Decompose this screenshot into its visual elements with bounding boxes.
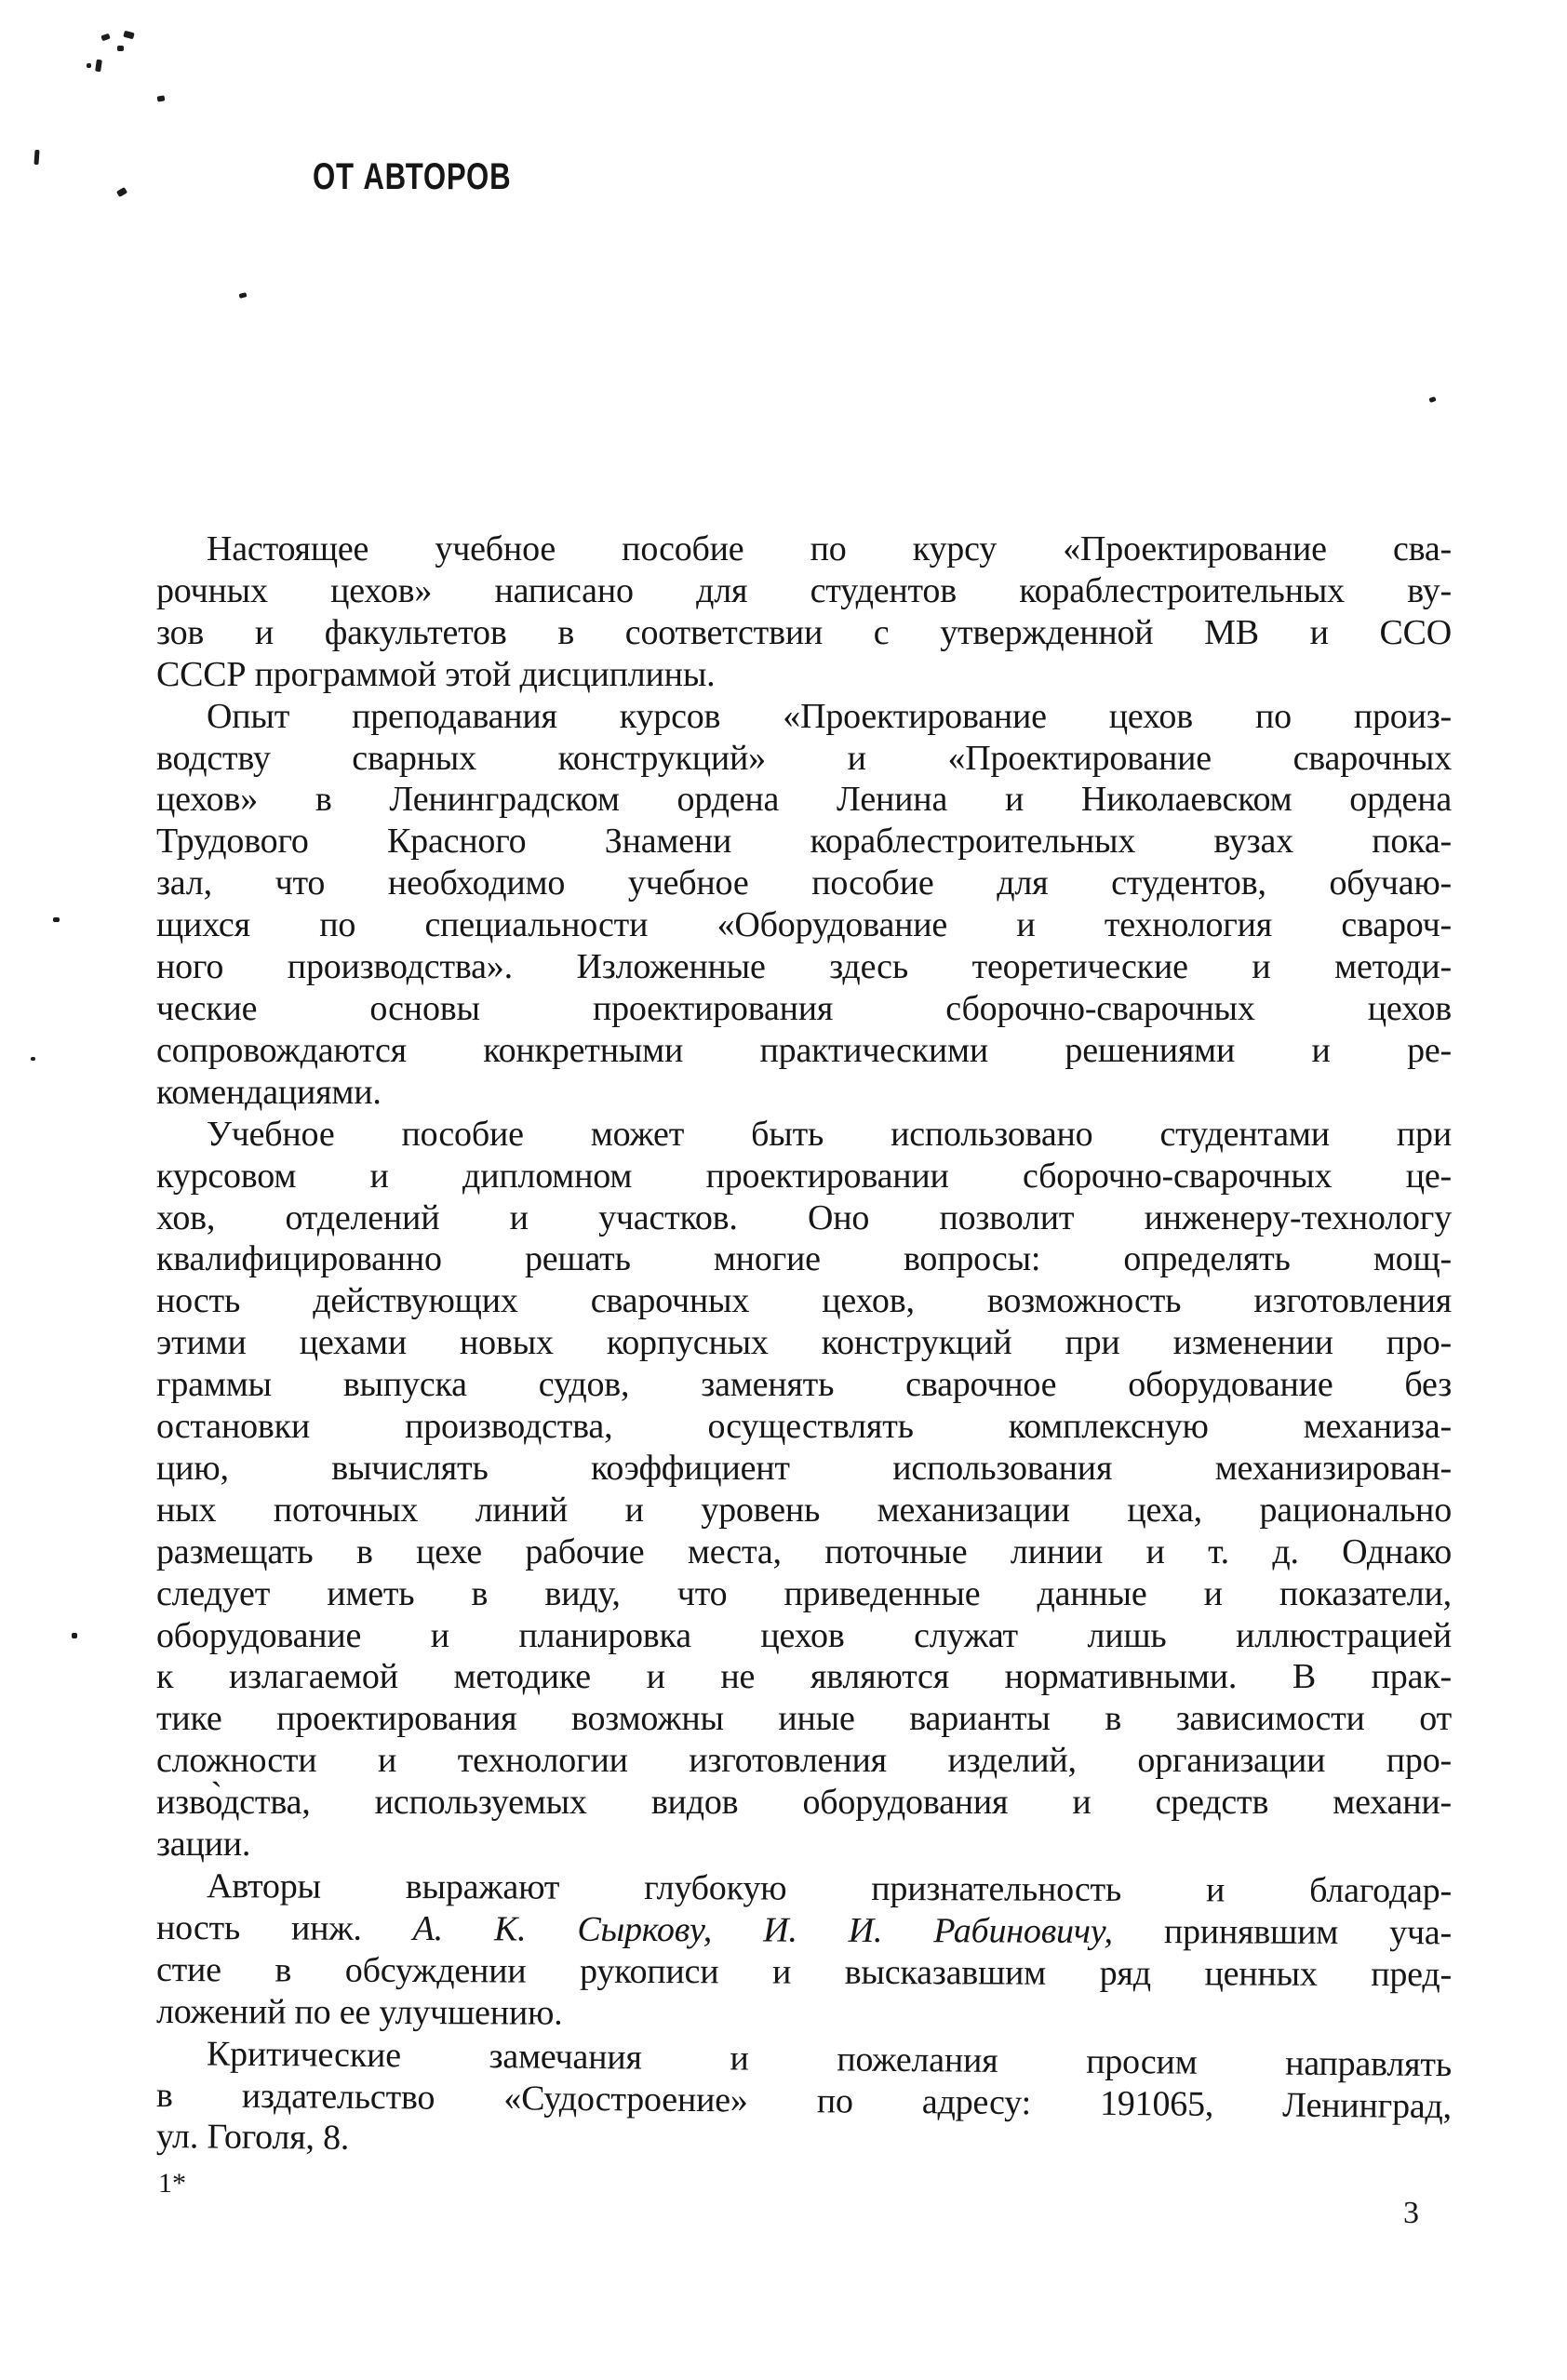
text-run: ул. Гоголя, 8.	[155, 2117, 350, 2159]
text-run: ность инж.	[155, 1907, 413, 1948]
scan-speck	[116, 187, 127, 197]
person-name-italic: А. К. Сыркову, И. И. Рабиновичу,	[412, 1908, 1113, 1951]
text-line	[156, 862, 1452, 904]
text-run: СССР программой этой дисциплины.	[156, 654, 716, 694]
text-line	[156, 1156, 1452, 1197]
text-line	[156, 1949, 1452, 1996]
page-title: ОТ АВТОРОВ	[313, 156, 512, 197]
text-run: квалифицированно решать многие вопросы: определять мощ-	[156, 1239, 1452, 1279]
scan-speck	[72, 1633, 77, 1638]
text-run: ность действующих сварочных цехов, возможность изготовления	[156, 1281, 1452, 1321]
text-run: ложений по ее улучшению.	[155, 1991, 563, 2033]
text-line	[156, 1573, 1452, 1615]
text-line	[156, 1280, 1452, 1322]
text-run: Учебное пособие может быть использовано студентами при	[207, 1114, 1452, 1154]
text-run: Трудового Красного Знамени кораблестроительных вузах пока-	[156, 822, 1452, 862]
scan-speck	[100, 33, 111, 42]
text-line	[156, 528, 1452, 570]
text-line	[156, 1406, 1452, 1448]
text-run: зал, что необходимо учебное пособие для студентов, обучаю-	[156, 863, 1452, 903]
text-line	[156, 1322, 1452, 1364]
text-run: ного производства». Изложенные здесь теоретические и методи-	[156, 947, 1452, 987]
text-run: Критические замечания и пожелания просим направлять	[206, 2034, 1453, 2084]
text-line	[156, 1238, 1452, 1280]
signature-mark: 1*	[158, 2168, 186, 2199]
text-line	[156, 1072, 1452, 1114]
text-line	[156, 1656, 1452, 1698]
text-run: водству сварных конструкций» и «Проектирование сварочных	[156, 738, 1452, 778]
text-run: рочных цехов» написано для студентов кораблестроительных ву-	[156, 570, 1452, 610]
text-run: остановки производства, осуществлять комплексную механиза-	[156, 1407, 1452, 1447]
text-line	[156, 1448, 1452, 1490]
text-run: размещать в цехе рабочие места, поточные линии и т. д. Однако	[156, 1531, 1452, 1571]
text-run: хов, отделений и участков. Оно позволит инженеру-технологу	[156, 1197, 1452, 1237]
text-line	[156, 1364, 1452, 1406]
scan-speck	[31, 1057, 35, 1061]
text-line	[156, 946, 1452, 988]
text-line	[156, 612, 1452, 654]
text-run: курсовом и дипломном проектировании сборочно-сварочных це-	[156, 1156, 1452, 1196]
text-line	[156, 1865, 1452, 1912]
text-line	[156, 904, 1452, 946]
text-line	[156, 1698, 1452, 1740]
scan-speck	[157, 95, 166, 101]
text-run: следует иметь в виду, что приведенные данные и показатели,	[156, 1573, 1452, 1613]
text-run: ческие основы проектирования сборочно-сварочных цехов	[156, 988, 1452, 1028]
text-run: зов и факультетов в соответствии с утвержденной МВ и ССО	[156, 612, 1452, 652]
scan-speck	[238, 292, 247, 299]
text-line	[156, 654, 1452, 696]
text-run: цехов» в Ленинградском ордена Ленина и Николаевском ордена	[156, 780, 1452, 820]
text-run: Опыт преподавания курсов «Проектирование цехов по произ-	[207, 696, 1452, 736]
text-run: зации.	[156, 1825, 251, 1865]
scan-speck	[123, 31, 134, 40]
text-run: Авторы выражают глубокую признательность и благодар-	[206, 1866, 1453, 1911]
text-line	[156, 1782, 1452, 1824]
text-run: к излагаемой методике и не являются нормативными. В прак-	[156, 1657, 1452, 1697]
text-line	[156, 1531, 1452, 1573]
text-line	[156, 1030, 1452, 1072]
scan-speck	[53, 917, 60, 922]
text-run: цию, вычислять коэффициент использования механизирован-	[156, 1448, 1452, 1488]
body-text	[156, 528, 1452, 2158]
scan-speck	[1428, 396, 1436, 403]
text-run: ных поточных линий и уровень механизации цеха, рационально	[156, 1490, 1452, 1530]
text-run: в издательство «Судостроение» по адресу: 191065, Ленинград,	[155, 2075, 1453, 2126]
text-run: тике проектирования возможны иные варианты в зависимости от	[156, 1699, 1452, 1739]
scan-speck	[33, 150, 39, 165]
text-line	[156, 1615, 1452, 1657]
page-number: 3	[1403, 2196, 1419, 2230]
text-line	[156, 738, 1452, 780]
text-line	[156, 1740, 1452, 1782]
text-line	[156, 821, 1452, 862]
text-run: щихся по специальности «Оборудование и технология свароч-	[156, 905, 1452, 945]
text-run: Настоящее учебное пособие по курсу «Проектирование сва-	[207, 529, 1452, 568]
text-run: сопровождаются конкретными практическими решениями и ре-	[156, 1030, 1452, 1070]
text-run: принявшим уча-	[1112, 1911, 1453, 1953]
text-line	[156, 1824, 1452, 1865]
text-line	[156, 1907, 1452, 1954]
text-line	[156, 696, 1452, 738]
text-run: сложности и технологии изготовления изделий, организации про-	[156, 1741, 1452, 1781]
text-line	[156, 1197, 1452, 1239]
text-line	[156, 1991, 1452, 2038]
text-run: комендациями.	[156, 1072, 382, 1112]
text-run: этими цехами новых корпусных конструкций при изменении про-	[156, 1323, 1452, 1363]
text-line	[156, 570, 1452, 612]
text-line	[156, 988, 1452, 1030]
text-run: оборудование и планировка цехов служат лишь иллюстрацией	[156, 1615, 1452, 1655]
scan-speck	[87, 63, 91, 68]
text-run: граммы выпуска судов, заменять сварочное оборудование без	[156, 1365, 1452, 1405]
text-line	[156, 779, 1452, 821]
text-run: стие в обсуждении рукописи и высказавшим ряд ценных пред-	[155, 1949, 1453, 1995]
scan-speck	[117, 46, 124, 51]
text-run: изво̀дства, используемых видов оборудования и средств механи-	[156, 1783, 1452, 1823]
text-line	[156, 1490, 1452, 1531]
scan-speck	[95, 60, 102, 73]
text-line	[156, 1114, 1452, 1156]
